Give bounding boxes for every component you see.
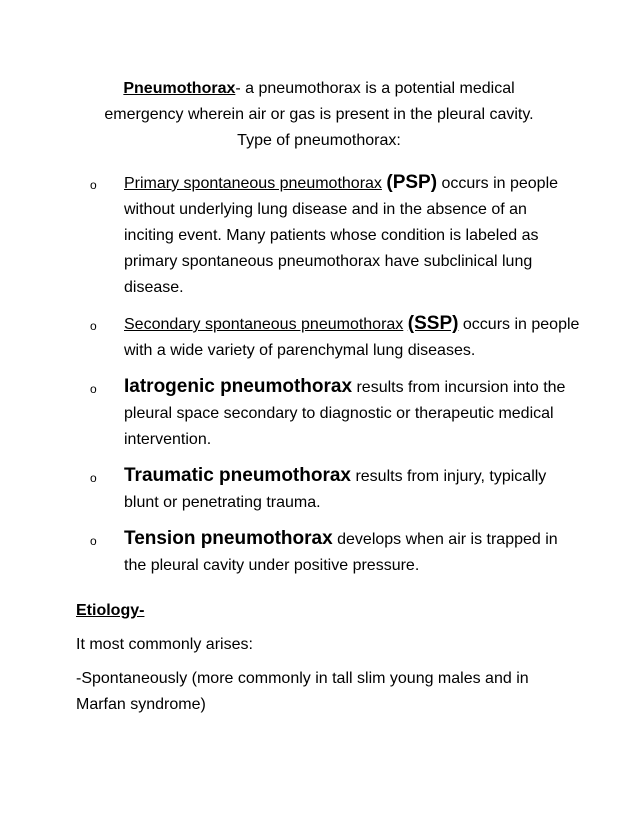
list-item-traumatic [90, 463, 580, 516]
type-description: occurs in people with a wide variety of parenchymal lung diseases. [124, 316, 580, 359]
type-description: results from injury, typically blunt or penetrating trauma. [124, 468, 547, 511]
bullet-icon: o [90, 534, 97, 548]
bullet-icon: o [90, 178, 97, 192]
intro-line-2: emergency wherein air or gas is present in the pleural cavity. [104, 106, 534, 123]
bullet-icon: o [90, 382, 97, 396]
types-heading: Type of pneumothorax: [237, 132, 401, 149]
etiology-intro: It most commonly arises: [76, 636, 253, 653]
type-name: Iatrogenic pneumothorax [124, 376, 353, 397]
type-name: Primary spontaneous pneumothorax [124, 175, 382, 192]
type-abbreviation: (SSP) [407, 313, 459, 334]
list-item-ssp [90, 311, 580, 364]
intro-line-1 [70, 76, 568, 102]
list-item-tension [90, 526, 580, 579]
etiology-heading: Etiology- [76, 602, 145, 619]
type-description: occurs in people without underlying lung disease and in the absence of an inciting event. Many patients whose condition is labeled as primary spontaneous pneumothorax have subclinical lung disease. [124, 175, 559, 296]
type-description: results from incursion into the pleural space secondary to diagnostic or therapeutic medical intervention. [124, 379, 566, 448]
type-name: Secondary spontaneous pneumothorax [124, 316, 404, 333]
bullet-icon: o [90, 471, 97, 485]
pneumothorax-term: Pneumothorax [123, 80, 236, 97]
intro-definition-start: - a pneumothorax is a potential medical [235, 80, 515, 97]
type-description: develops when air is trapped in the pleural cavity under positive pressure. [124, 531, 558, 574]
bullet-icon: o [90, 319, 97, 333]
etiology-section [76, 598, 576, 726]
list-item-iatrogenic [90, 374, 580, 453]
pneumothorax-types-list [90, 170, 580, 589]
list-item-psp [90, 170, 580, 301]
intro-paragraph [70, 76, 568, 154]
type-name: Tension pneumothorax [124, 528, 333, 549]
type-abbreviation: (PSP) [386, 172, 438, 193]
etiology-point-1: -Spontaneously (more commonly in tall slim young males and in Marfan syndrome) [76, 670, 529, 713]
type-name: Traumatic pneumothorax [124, 465, 351, 486]
